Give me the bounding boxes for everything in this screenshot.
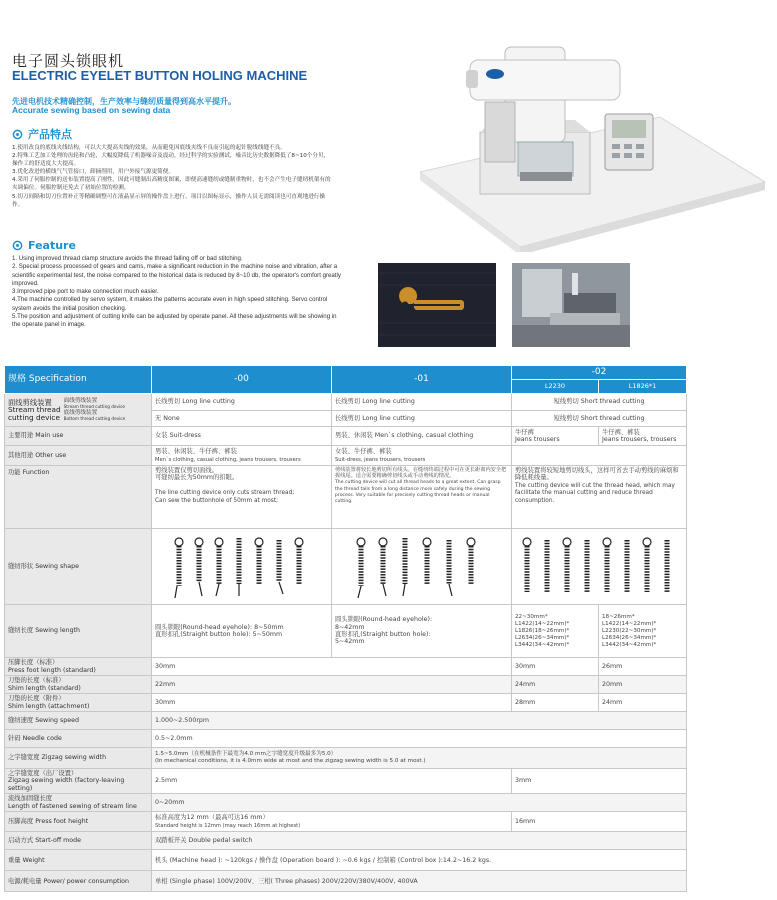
cut-lower-01: 长线剪切 Long line cutting	[332, 410, 512, 427]
shim-length-att-label: 刀垫的长度（附件） Shim length (attachment)	[5, 694, 152, 712]
weight-label: 重量 Weight	[5, 850, 152, 871]
shim-length-att-02b: 24mm	[599, 694, 687, 712]
tagline-cn: 先进电机技术精确控制，生产效率与缝纫质量得到高水平提升。	[12, 97, 236, 106]
function-label: 功能 Function	[5, 466, 152, 529]
feature-cn-item: 2.特殊工艺加工处理的齿轮和凸轮，大幅度降低了机器噪音及震动，经过科学的实验测试，噪音比历史数据降低了8~10个分贝，操作工的舒适度大大提高。	[12, 153, 330, 168]
sewing-length-01: 圆头锁眼(Round-head eyehole): 8~42mm 直形扣孔(Straight button hole): 5~42mm	[332, 605, 512, 658]
main-use-02b: 牛仔裤、裤装 Jeans trousers, trousers	[599, 427, 687, 446]
power-value: 单相 (Single phase) 100V/200V、三相( Three phases) 200V/220V/380V/400V, 400VA	[152, 871, 687, 892]
sewing-speed-label: 缝纫速度 Sewing speed	[5, 712, 152, 730]
presser-foot-closeup-image	[512, 263, 630, 347]
sewing-shape-02	[512, 529, 687, 605]
feature-en-item: 1. Using improved thread clamp structure avoids the thread falling off or bad stitching.	[12, 255, 243, 262]
feature-cn-item: 3.优化改进的横线气气管接口，卸摘削用，用户外接气源更简便。	[12, 169, 174, 176]
gear-icon	[12, 129, 23, 140]
other-use-00: 男装、休闲装、牛仔裤、裤装 Men`s clothing, casual clothing, jeans trousers, trousers	[152, 446, 332, 466]
buttonhole-shapes-icon	[167, 534, 317, 600]
tagline-en: Accurate sewing based on sewing data	[12, 105, 171, 115]
function-00: 剪线装置仅剪切面线。 可缝纫最长为50mm的扣眼。 The line cutting device only cuts stream thread; Can sew the buttonhole of 50mm at most;	[152, 466, 332, 529]
start-mode-label: 启动方式 Start-off mode	[5, 832, 152, 850]
main-use-01: 男装、休闲装 Men`s clothing, casual clothing	[332, 427, 512, 446]
buttonhole-shapes-icon	[515, 534, 685, 600]
zigzag-factory-00: 2.5mm	[152, 769, 512, 794]
zigzag-factory-02: 3mm	[512, 769, 687, 794]
feature-cn-item: 5.切刀间隔和切刀位置补正等精确调整可在液晶显示屏的操作盘上进行。项目以图标显示，操作人员无需阅读也可直观地进行操作。	[12, 193, 325, 208]
buttonhole-shapes-icon	[347, 534, 497, 600]
cut-device-label: 面线剪线装置 Stream thread cutting device 面线剪线装置 Stream thread cutting device 底线剪线装置 Bottom thread cutting device	[5, 394, 152, 427]
main-use-label: 主要用途 Main use	[5, 427, 152, 446]
feature-en-item: 4.The machine controlled by servo system, it makes the patterns accurate even in high speed stitching. Servo control system avoids the initial position checking.	[12, 296, 328, 312]
shim-length-std-00: 22mm	[152, 676, 512, 694]
cut-lower-02: 短线剪切 Short thread cutting	[512, 410, 687, 427]
fastened-length-value: 0~20mm	[152, 794, 687, 812]
needle-code-value: 0.5~2.0mm	[152, 730, 687, 748]
press-foot-length-label: 压脚长度（标准） Press foot length (standard)	[5, 658, 152, 676]
shim-length-std-02b: 20mm	[599, 676, 687, 694]
fastened-length-label: 流线加固缝长度 Length of fastened sewing of stream line	[5, 794, 152, 812]
feature-en-item: 5.The position and adjustment of cutting knife can be adjusted by operate panel. All these adjustments will be showing in the operate panel in image.	[12, 313, 337, 329]
main-use-02a: 牛仔裤 Jeans trousers	[512, 427, 599, 446]
spec-col-01: -01	[332, 366, 512, 394]
title-cn: 电子圆头锁眼机	[12, 52, 125, 70]
title-en: ELECTRIC EYELET BUTTON HOLING MACHINE	[12, 68, 308, 83]
cut-upper-01: 长线剪切 Long line cutting	[332, 394, 512, 411]
sewing-shape-00	[152, 529, 332, 605]
other-use-01: 女装、牛仔裤、裤装 Suit-dress, jeans trousers, trousers	[332, 446, 512, 466]
shim-length-att-02a: 28mm	[512, 694, 599, 712]
shim-length-std-02a: 24mm	[512, 676, 599, 694]
zigzag-factory-label: 之字缝宽度（出厂设置） Zigzag sewing width (factory-leaving setting)	[5, 769, 152, 794]
spec-col-00: -00	[152, 366, 332, 394]
cut-upper-02: 短线剪切 Short thread cutting	[512, 394, 687, 411]
features-en-list	[12, 255, 342, 330]
needle-code-label: 针码 Needle code	[5, 730, 152, 748]
spec-table	[4, 365, 686, 892]
start-mode-value: 双踏板开关 Double pedal switch	[152, 832, 687, 850]
features-cn-heading: 产品特点	[12, 126, 72, 142]
cut-upper-00: 长线剪切 Long line cutting	[152, 394, 332, 411]
sewing-length-00: 圆头锁眼(Round-head eyehole): 8~50mm 直形扣孔(Straight button hole): 5~50mm	[152, 605, 332, 658]
function-02: 剪线装置将较短地剪切线头，这样可省去手动剪线的麻烦和降低耗线量。 The cutting device will cut the thread head, which may facilitate the manual cutting and reduce thread consumption.	[512, 466, 687, 529]
shim-length-std-label: 刀垫的长度（标准） Shim length (standard)	[5, 676, 152, 694]
zigzag-width-value: 1.5~5.0mm（在机械条件下最宽为4.0 mm之字缝宽度升级最多为5.0） (In mechanical conditions, it is 4.0mm wide at most and the zigzag sewing width is 5.0 at most.)	[152, 748, 687, 769]
gear-icon	[12, 240, 23, 251]
features-en-heading: Feature	[12, 239, 76, 252]
sewing-shape-01	[332, 529, 512, 605]
press-foot-height-label: 压脚高度 Press foot height	[5, 812, 152, 832]
spec-col-02b: L1826*1	[599, 380, 687, 394]
spec-col-02a: L2230	[512, 380, 599, 394]
sewing-shape-label: 缝纫形状 Sewing shape	[5, 529, 152, 605]
feature-en-item: 3.Improved pipe port to make connection much easier.	[12, 288, 159, 296]
sewing-length-02b: 18~26mm* L1422(14~22mm)* L2230(22~30mm)* L2634(26~34mm)* L3442(34~42mm)*	[599, 605, 687, 658]
sewing-length-02a: 22~30mm* L1422(14~22mm)* L1826(18~26mm)* L2634(26~34mm)* L3442(34~42mm)*	[512, 605, 599, 658]
sewing-speed-value: 1.000~2.500rpm	[152, 712, 687, 730]
main-use-00: 女装 Suit-dress	[152, 427, 332, 446]
power-label: 电源/耗电量 Power/ power consumption	[5, 871, 152, 892]
press-foot-length-02a: 30mm	[512, 658, 599, 676]
press-foot-length-00: 30mm	[152, 658, 512, 676]
buttonhole-icon	[378, 263, 496, 347]
other-use-label: 其他用途 Other use	[5, 446, 152, 466]
zigzag-width-label: 之字缝宽度 Zigzag sewing width	[5, 748, 152, 769]
features-cn-list	[12, 144, 334, 209]
feature-cn-item: 4.采用了伺服控制的送布装置提高了刚性，因此可缝制出高精度图案，即便高速缝纫或缝制重物时，也不会产生电子缝纫机架有的夹调偏位。伺服控制还免去了初始位置的检测。	[12, 177, 331, 192]
press-foot-height-02: 16mm	[512, 812, 687, 832]
spec-col-02: -02	[512, 366, 687, 380]
buttonhole-closeup-image	[378, 263, 496, 347]
cut-lower-00: 无 None	[152, 410, 332, 427]
spec-header-label: 规格 Specification	[5, 366, 152, 394]
sewing-length-label: 缝纫长度 Sewing length	[5, 605, 152, 658]
press-foot-length-02b: 26mm	[599, 658, 687, 676]
feature-en-item: 2. Special process processed of gears and cams, make a significant reduction in the machine noise and vibration, after a scientific experimental test, the noise compared to the historical data is reduced by 8~10 db, the operator's comfort greatly improved.	[12, 263, 341, 287]
feature-cn-item: 1.使用改良的底线夹线结构，可以大大提高夹线的效果，从而避免因底线夹线不良而引起的起针脱线线缝不良。	[12, 145, 286, 151]
shim-length-att-00: 30mm	[152, 694, 512, 712]
machine-image	[400, 22, 770, 252]
weight-value: 机头 (Machine head ): ~120kgs / 操作盘 (Operation board ): ~0.6 kgs / 控制箱 (Control box ):14.2~16.2 kgs.	[152, 850, 687, 871]
function-01: 剪线装置将较长地剪切所有线头。在缝纫终端过程中可在更长距离内安全把握线尾。适合需要精确剪切线头或手动剪线的情况。 The cutting device will cut all thread heads to a great extent. Can grasp the thread tails from a long distance more safely during the sewing process. Very suitable for precisely cutting thread heads or manual cutting.	[332, 466, 512, 529]
press-foot-height-00: 标准高度为12 mm（最高可达16 mm） Standard height is 12mm (may reach 16mm at highest)	[152, 812, 512, 832]
